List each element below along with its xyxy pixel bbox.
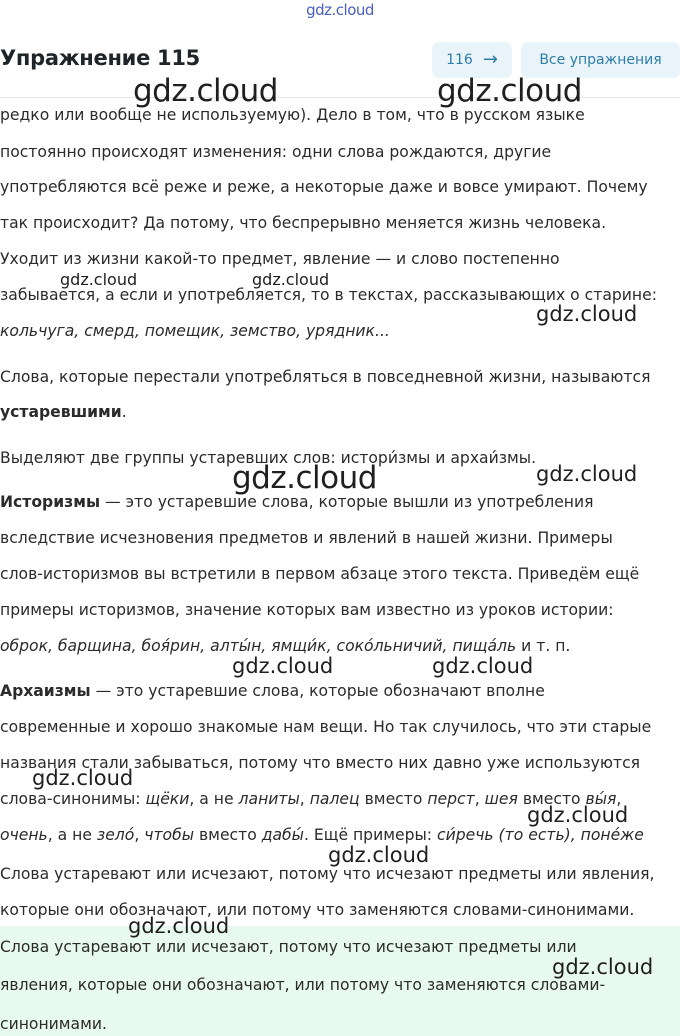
example-word: очень: [0, 826, 48, 844]
text-line: Слова устаревают или исчезают, потому что исчезают предметы или явления,: [0, 865, 655, 883]
watermark: gdz.cloud: [252, 270, 330, 289]
text-line: употребляются всё реже и реже, а некоторые даже и вовсе умирают. Почему: [0, 178, 648, 196]
text-fragment: вместо: [359, 790, 428, 808]
text-line: Выделяют две группы устаревших слов: истори́змы и архаи́змы.: [0, 449, 537, 467]
term-bold: устаревшими: [0, 403, 122, 421]
text-line: которые они обозначают, или потому что заменяются словами-синонимами.: [0, 901, 635, 919]
example-word: чтобы: [144, 826, 195, 844]
term-bold: Историзмы: [0, 493, 101, 511]
text-fragment: ,: [134, 826, 145, 844]
text-fragment: .: [121, 403, 127, 421]
watermark: gdz.cloud: [60, 270, 138, 289]
text-fragment: , а не: [47, 826, 97, 844]
watermark: gdz.cloud: [32, 766, 134, 790]
arrow-right-icon: →: [482, 49, 498, 70]
text-line: так происходит? Да потому, что беспрерывно меняется жизнь человека.: [0, 214, 607, 232]
example-word: дабы́: [261, 826, 304, 844]
watermark: gdz.cloud: [552, 955, 654, 979]
example-word: ланиты: [238, 790, 300, 808]
example-word: си́речь (то есть), поне́же: [437, 826, 644, 844]
watermark: gdz.cloud: [432, 654, 534, 678]
text-line: редко или вообще не используемую). Дело в том, что в русском языке: [0, 106, 585, 124]
watermark: gdz.cloud: [133, 73, 278, 109]
text-line: слов-историзмов вы встретили в первом абзаце этого текста. Приведём ещё: [0, 565, 640, 583]
text-line: Уходит из жизни какой-то предмет, явление — и слово постепенно: [0, 250, 560, 268]
examples-italic: оброк, барщина, боя́рин, алты́н, ямщи́к, соко́льничий, пища́ль: [0, 637, 517, 655]
text-fragment: ,: [474, 790, 485, 808]
watermark: gdz.cloud: [437, 73, 582, 109]
watermark: gdz.cloud: [328, 843, 430, 867]
watermark: gdz.cloud: [536, 462, 638, 486]
text-line: [0, 680, 545, 702]
all-exercises-button[interactable]: Все упражнения: [521, 42, 680, 78]
text-line: вследствие исчезновения предметов и явлений в нашей жизни. Примеры: [0, 529, 613, 547]
text-fragment: ,: [616, 790, 622, 808]
examples-italic: кольчуга, смерд, помещик, земство, урядник...: [0, 322, 390, 340]
example-word: зело́: [96, 826, 135, 844]
example-word: перст: [427, 790, 475, 808]
watermark: gdz.cloud: [536, 302, 638, 326]
text-fragment: вместо: [517, 790, 586, 808]
text-line: постоянно происходят изменения: одни слова рождаются, другие: [0, 143, 552, 161]
text-fragment: и т. п.: [516, 637, 571, 655]
answer-line: Слова устаревают или исчезают, потому что исчезают предметы или: [0, 938, 577, 956]
text-fragment: . Ещё примеры:: [303, 826, 437, 844]
text-line: Слова, которые перестали употребляться в повседневной жизни, называются: [0, 368, 651, 386]
answer-block: [0, 926, 680, 1036]
answer-line: явления, которые они обозначают, или потому что заменяются словами-: [0, 976, 606, 994]
text-line: забывается, а если и употребляется, то в текстах, рассказывающих о старине:: [0, 286, 657, 304]
page-title: Упражнение 115: [0, 46, 200, 70]
term-bold: Архаизмы: [0, 682, 91, 700]
watermark: gdz.cloud: [232, 460, 377, 496]
text-line: [0, 401, 127, 423]
next-exercise-label: 116: [446, 52, 473, 68]
text-line: [0, 320, 390, 342]
answer-line: синонимами.: [0, 1015, 107, 1033]
example-word: шея: [484, 790, 518, 808]
text-line: [0, 824, 644, 846]
text-fragment: вместо: [194, 826, 262, 844]
example-word: щёки: [145, 790, 190, 808]
text-fragment: слова-синонимы:: [0, 790, 146, 808]
text-line: названия стали забываться, потому что вместо них давно уже используются: [0, 754, 641, 772]
watermark: gdz.cloud: [232, 654, 334, 678]
text-fragment: — это устаревшие слова, которые обозначают вполне: [90, 682, 545, 700]
watermark: gdz.cloud: [128, 914, 230, 938]
text-line: современные и хорошо знакомые нам вещи. Но так случилось, что эти старые: [0, 718, 652, 736]
text-fragment: ,: [299, 790, 310, 808]
example-word: палец: [309, 790, 360, 808]
text-line: примеры историзмов, значение которых вам известно из уроков истории:: [0, 601, 614, 619]
text-fragment: , а не: [189, 790, 239, 808]
watermark: gdz.cloud: [527, 803, 629, 827]
top-watermark: gdz.cloud: [306, 1, 374, 19]
text-fragment: — это устаревшие слова, которые вышли из употребления: [100, 493, 594, 511]
example-word: вы́я: [585, 790, 617, 808]
